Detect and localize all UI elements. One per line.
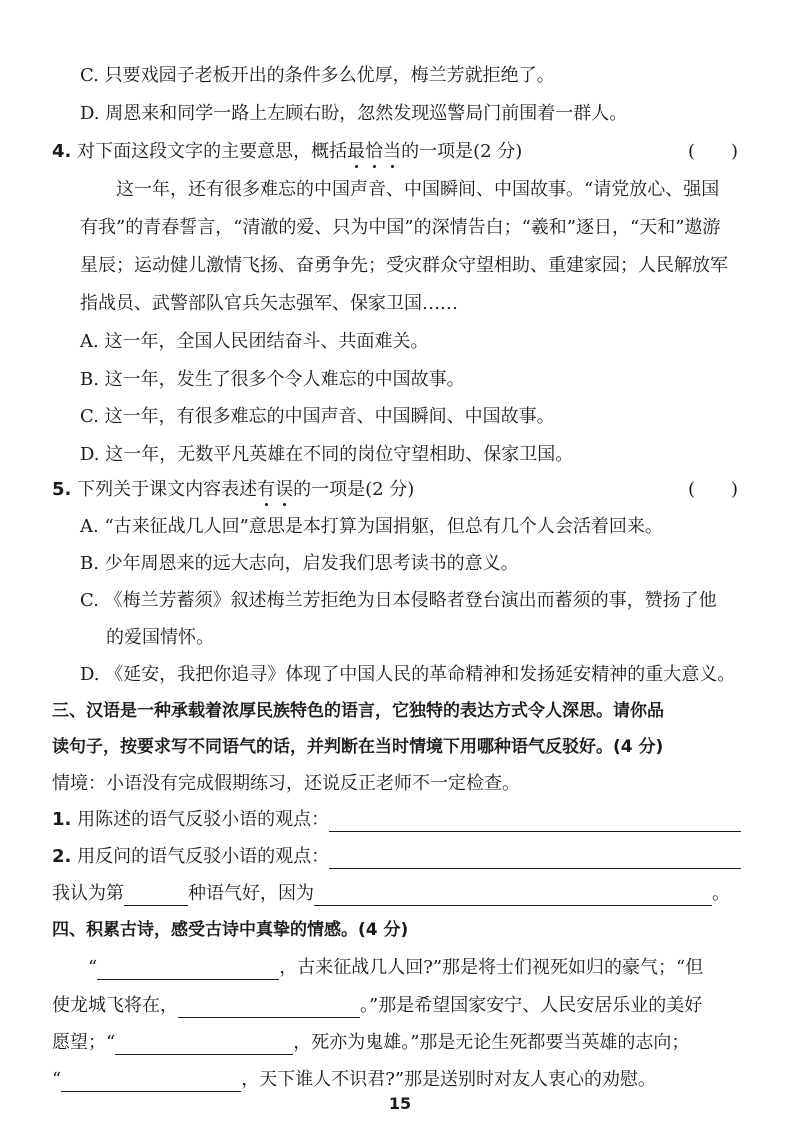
q4-stem-text-a: 对下面这段文字的主要意思，概括 [77,141,348,162]
item-2-number: 2. [52,846,72,867]
judgement-reason-blank[interactable] [314,887,712,906]
item-2-prompt: 用反问的语气反驳小语的观点： [77,846,330,867]
q5-emphasis-char-1: 有 [257,479,276,500]
poem-blank-2[interactable] [178,999,360,1018]
poem-line-3-text-b: ，死亦为鬼雄。”那是无论生死都要当英雄的志向； [293,1032,690,1053]
q4-option-b: B. 这一年，发生了很多个令人难忘的中国故事。 [80,369,465,390]
q4-stem [52,140,522,164]
q4-passage-line-1: 这一年，还有很多难忘的中国声音、中国瞬间、中国故事。“请党放心、强国 [116,179,720,200]
poem-line-1-open-quote: “ [88,957,98,978]
q5-stem-text-a: 下列关于课文内容表述 [77,479,258,500]
q4-option-a: A. 这一年，全国人民团结奋斗、共面难关。 [80,331,429,352]
q4-passage-line-3: 星辰；运动健儿激情飞扬、奋勇争先；受灾群众守望相助、重建家园；人民解放军 [80,255,728,276]
q5-emphasis-char-2: 误 [275,479,294,500]
item-1-number: 1. [52,809,72,830]
poem-line-2-text-b: 。”那是希望国家安宁、人民安居乐业的美好 [360,995,703,1016]
q4-passage-line-4: 指战员、武警部队官兵矢志强军、保家卫国…… [80,293,458,314]
section-3-context: 情境：小语没有完成假期练习，还说反正老师不一定检查。 [52,773,520,794]
q5-stem-text-b: 的一项是(2 分) [293,479,415,500]
q5-option-c-line-1: C. 《梅兰芳蓄须》叙述梅兰芳拒绝为日本侵略者登台演出而蓄须的事，赞扬了他 [80,590,717,611]
q3-option-c: C. 只要戏园子老板开出的条件多么优厚，梅兰芳就拒绝了。 [80,65,555,86]
poem-line-3 [52,1031,689,1055]
poem-line-4-open-quote: “ [52,1069,62,1090]
judgement-text-b: 种语气好，因为 [188,883,314,904]
section-3-heading-line-1: 三、汉语是一种承载着浓厚民族特色的语言，它独特的表达方式令人深思。请你品 [52,701,664,721]
q4-stem-text-b: 的一项是(2 分) [401,141,523,162]
q5-option-d: D. 《延安，我把你追寻》体现了中国人民的革命精神和发扬延安精神的重大意义。 [80,664,736,685]
page-number: 15 [388,1094,412,1113]
poem-blank-4[interactable] [61,1073,241,1092]
q5-stem [52,478,414,502]
section-3-heading-line-2: 读句子，按要求写不同语气的话，并判断在当时情境下用哪种语气反驳好。(4 分) [52,737,664,757]
q4-passage-line-2: 有我”的青春誓言，“清澈的爱、只为中国”的深情告白；“羲和”逐日，“天和”遨游 [80,217,721,238]
poem-line-1-text: ，古来征战几人回?”那是将士们视死如归的豪气；“但 [279,957,704,978]
judgement-text-c: 。 [712,883,730,904]
q4-option-c: C. 这一年，有很多难忘的中国声音、中国瞬间、中国故事。 [80,406,555,427]
item-1-prompt: 用陈述的语气反驳小语的观点： [77,809,330,830]
poem-line-2 [52,994,702,1018]
poem-line-2-text-a: 使龙城飞将在， [52,995,178,1016]
item-2-answer-blank[interactable] [329,850,741,869]
q5-answer-parentheses[interactable]: ( ) [688,479,739,500]
section-3-item-1 [52,808,741,832]
section-3-item-2 [52,845,741,869]
q5-number: 5. [52,479,72,500]
judgement-text-a: 我认为第 [52,883,124,904]
q5-option-b: B. 少年周恩来的远大志向，启发我们思考读书的意义。 [80,553,519,574]
poem-line-4 [52,1068,656,1092]
q5-option-c-line-2: 的爱国情怀。 [106,627,214,648]
section-3-judgement [52,882,730,906]
q4-number: 4. [52,141,72,162]
section-4-heading: 四、积累古诗，感受古诗中真挚的情感。(4 分) [52,920,409,940]
poem-line-1 [88,956,703,980]
q4-emphasis-char-2: 恰 [365,141,384,162]
poem-line-3-text-a: 愿望；“ [52,1032,116,1053]
poem-blank-1[interactable] [97,961,279,980]
q4-answer-parentheses[interactable]: ( ) [688,141,739,162]
item-1-answer-blank[interactable] [329,813,741,832]
q5-option-a: A. “古来征战几人回”意思是本打算为国捐躯，但总有几个人会活着回来。 [80,516,663,537]
q4-emphasis-char-3: 当 [383,141,402,162]
q4-option-d: D. 这一年，无数平凡英雄在不同的岗位守望相助、保家卫国。 [80,444,574,465]
poem-line-4-text: ，天下谁人不识君?”那是送别时对友人衷心的劝慰。 [241,1069,657,1090]
q3-option-d: D. 周恩来和同学一路上左顾右盼，忽然发现巡警局门前围着一群人。 [80,103,628,124]
poem-blank-3[interactable] [115,1036,293,1055]
judgement-tone-blank[interactable] [124,887,188,906]
q4-emphasis-char-1: 最 [347,141,366,162]
